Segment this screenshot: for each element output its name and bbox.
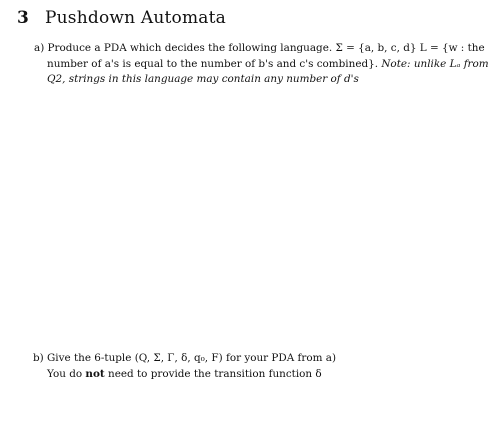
section-heading (17, 8, 226, 28)
section-number: 3 (17, 8, 29, 28)
problem-a-note: Note: unlike Lₐ from (381, 58, 489, 70)
problem-a-line-3: Q2, strings in this language may contain any number of d's (47, 73, 359, 85)
problem-b-line-1: b) Give the 6-tuple (Q, Σ, Γ, δ, q₀, F) for your PDA from a) (33, 352, 337, 364)
problem-b-line-2-start: You do (47, 368, 86, 380)
problem-b-line-2-end: need to provide the transition function δ (104, 368, 322, 380)
problem-b-emphasis: not (85, 368, 105, 380)
problem-a-line-2 (47, 57, 489, 71)
problem-a-line-1: a) Produce a PDA which decides the following language. Σ = {a, b, c, d} L = {w : the (34, 42, 485, 54)
problem-a-line-2-text: number of a's is equal to the number of b's and c's combined}. (47, 58, 382, 70)
section-title: Pushdown Automata (45, 8, 226, 28)
problem-b-line-2 (47, 367, 322, 381)
